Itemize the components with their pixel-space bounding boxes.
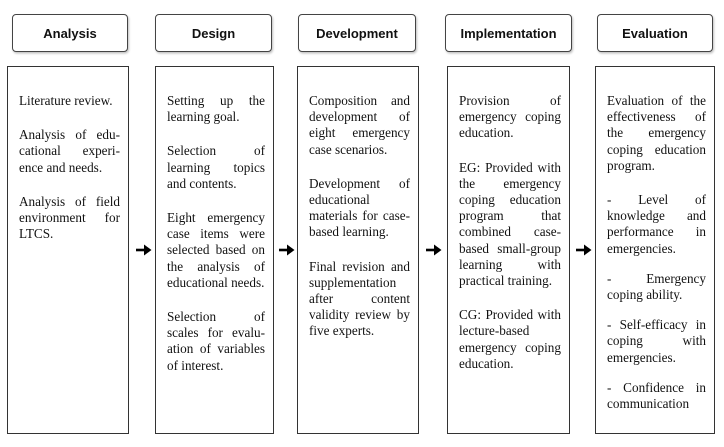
stage-title: Implementation (460, 25, 557, 41)
stage-header-analysis (12, 14, 128, 52)
stage-paragraph: Eight emergency case items were selected based on the analysis of educational needs. (167, 210, 265, 290)
stage-list-item: - Level of knowledge and performance in emergencies. (607, 192, 706, 256)
right-arrow-icon (136, 243, 152, 257)
stage-paragraph: Literature review. (19, 93, 113, 108)
right-arrow-icon (279, 243, 295, 257)
right-arrow-icon (576, 243, 592, 257)
stage-title: Design (191, 25, 236, 41)
stage-paragraph: Development of educational materials for case-based learning. (309, 175, 410, 240)
stage-paragraph: Final revision and supplementation after content validity review by five experts. (309, 258, 410, 339)
stage-title: Analysis (43, 25, 97, 41)
stage-paragraph: Analysis of educational experience and needs. (19, 127, 120, 175)
stage-paragraph: EG: Provided with the emergency coping education program that combined case-based small-group learning with practical training. (459, 159, 561, 289)
stage-paragraph: Selection of scales for evaluation of variables of interest. (167, 309, 265, 373)
stage-list-item: - Confidence in communication (607, 379, 706, 412)
stage-paragraph: Analysis of field environment for LTCS. (19, 193, 120, 242)
stage-header-development (298, 14, 416, 52)
stage-header-design (155, 14, 272, 52)
stage-box-evaluation (595, 66, 715, 434)
stage-box-analysis (7, 66, 129, 434)
stage-box-development (297, 66, 419, 434)
stage-list-item: - Emergency coping ability. (607, 270, 706, 303)
stage-header-implementation (445, 14, 572, 52)
stage-paragraph: Setting up the learning goal. (167, 93, 265, 125)
stage-paragraph: Evaluation of the effectiveness of the emergency coping education program. (607, 93, 706, 173)
stage-header-evaluation (597, 14, 713, 52)
right-arrow-icon (426, 243, 442, 257)
stage-list-item: - Self-efficacy in coping with emergencies. (607, 317, 706, 365)
stage-title: Evaluation (622, 25, 688, 41)
stage-title: Development (316, 25, 398, 41)
stage-box-implementation (447, 66, 570, 434)
stage-paragraph: Composition and development of eight emergency case scenarios. (309, 93, 410, 157)
stage-paragraph: CG: Provided with lecture-based emergency coping education. (459, 307, 561, 371)
stage-paragraph: Provision of emergency coping education. (459, 93, 561, 141)
stage-paragraph: Selection of learning topics and contents. (167, 143, 265, 191)
stage-box-design (155, 66, 274, 434)
